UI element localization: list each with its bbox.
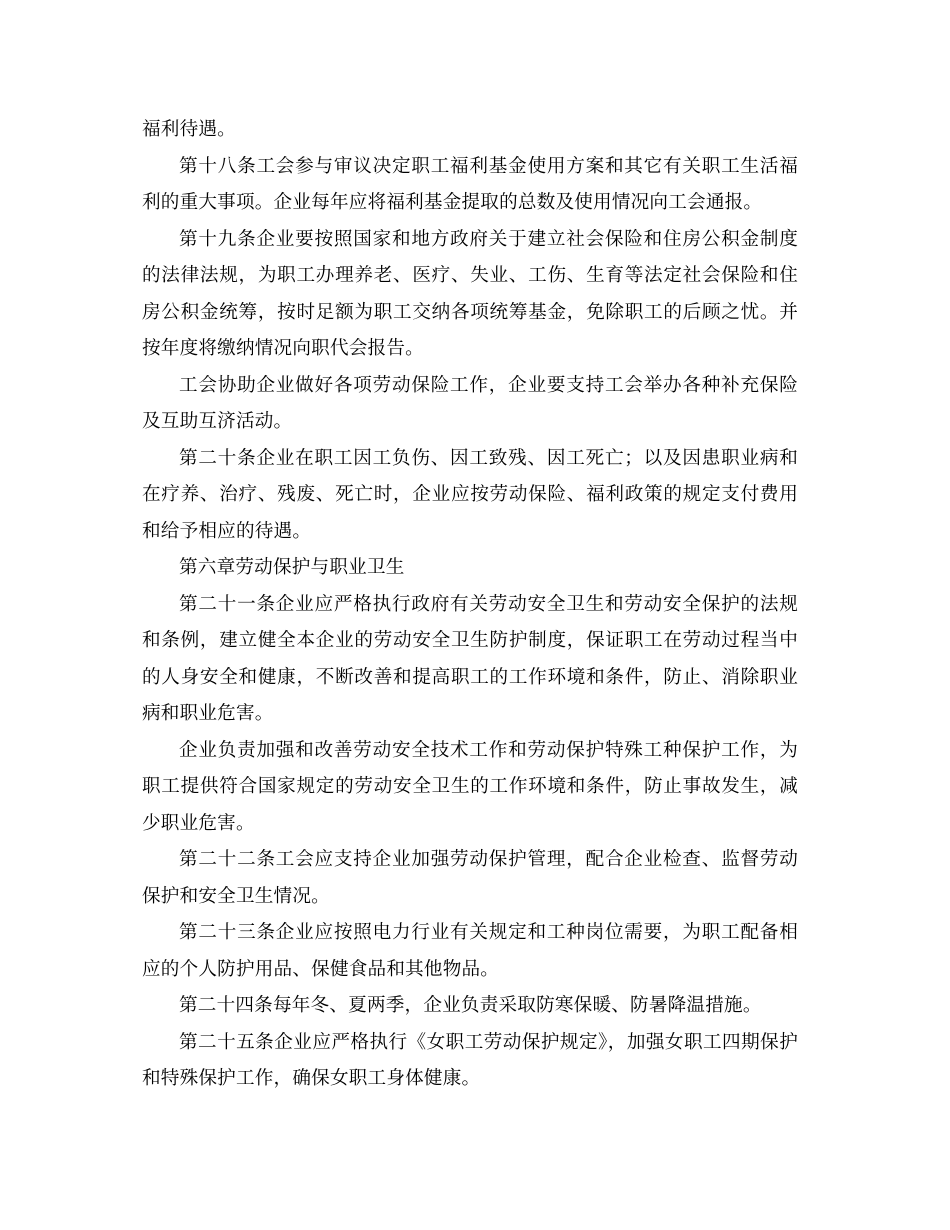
paragraph-article-24: 第二十四条每年冬、夏两季，企业负责采取防寒保暖、防暑降温措施。 bbox=[179, 995, 762, 1016]
chapter-heading: 第六章劳动保护与职业卫生 bbox=[179, 557, 405, 578]
paragraph-safety-technology: 企业负责加强和改善劳动安全技术工作和劳动保护特殊工种保护工作，为职工提供符合国家规定的劳动安全卫生的工作环境和条件，防止事故发生，减少职业危害。 bbox=[142, 739, 798, 834]
paragraph-article-19: 第十九条企业要按照国家和地方政府关于建立社会保险和住房公积金制度的法律法规，为职工办理养老、医疗、失业、工伤、生育等法定社会保险和住房公积金统筹，按时足额为职工交纳各项统筹基金，免除职工的后顾之忧。并按年度将缴纳情况向职代会报告。 bbox=[142, 228, 798, 359]
paragraph-continuation: 福利待遇。 bbox=[142, 119, 236, 140]
paragraph-article-25: 第二十五条企业应严格执行《女职工劳动保护规定》，加强女职工四期保护和特殊保护工作，确保女职工身体健康。 bbox=[142, 1031, 798, 1089]
paragraph-article-18: 第十八条工会参与审议决定职工福利基金使用方案和其它有关职工生活福利的重大事项。企业每年应将福利基金提取的总数及使用情况向工会通报。 bbox=[142, 155, 798, 213]
paragraph-article-21: 第二十一条企业应严格执行政府有关劳动安全卫生和劳动安全保护的法规和条例，建立健全本企业的劳动安全卫生防护制度，保证职工在劳动过程当中的人身安全和健康，不断改善和提高职工的工作环境和条件，防止、消除职业病和职业危害。 bbox=[142, 593, 798, 724]
paragraph-article-23: 第二十三条企业应按照电力行业有关规定和工种岗位需要，为职工配备相应的个人防护用品、保健食品和其他物品。 bbox=[142, 922, 798, 980]
paragraph-article-22: 第二十二条工会应支持企业加强劳动保护管理，配合企业检查、监督劳动保护和安全卫生情况。 bbox=[142, 849, 798, 907]
document-page bbox=[142, 112, 798, 1098]
paragraph-union-insurance: 工会协助企业做好各项劳动保险工作，企业要支持工会举办各种补充保险及互助互济活动。 bbox=[142, 374, 798, 432]
paragraph-article-20: 第二十条企业在职工因工负伤、因工致残、因工死亡；以及因患职业病和在疗养、治疗、残废、死亡时，企业应按劳动保险、福利政策的规定支付费用和给予相应的待遇。 bbox=[142, 447, 798, 542]
